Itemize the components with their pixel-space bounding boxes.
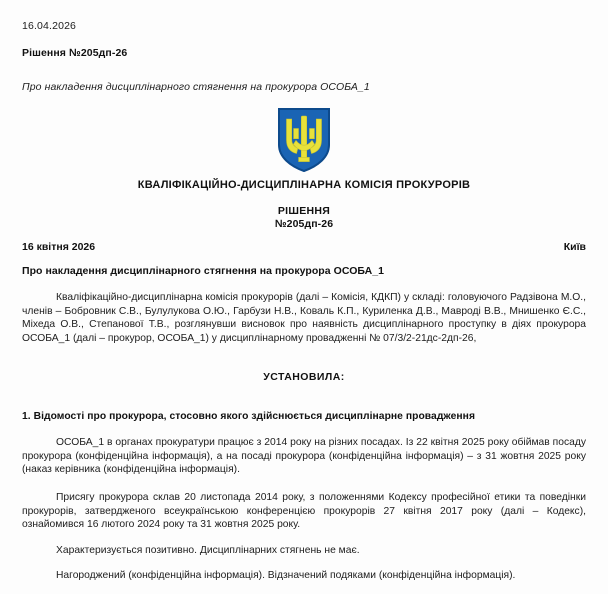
section-1-paragraph-1: ОСОБА_1 в органах прокуратури працює з 2014 року на різних посадах. Із 22 квітня 2025 року обіймав посаду прокурора (конфіденційна інформація), а на посаді прокурора (конфіденційна інформація) – з 31 жовтня 2025 року (наказ керівника (конфіденційна інформація).: [22, 437, 586, 476]
issue-city: Київ: [563, 241, 586, 253]
section-1-paragraph-3: Характеризується позитивно. Дисциплінарних стягнень не має.: [56, 544, 360, 556]
emblem-container: [22, 107, 586, 173]
document-type-label: РІШЕННЯ: [277, 205, 331, 217]
institution-title: КВАЛІФІКАЦІЙНО-ДИСЦИПЛІНАРНА КОМІСІЯ ПРОКУРОРІВ: [137, 179, 471, 191]
ukraine-trident-emblem: [276, 107, 332, 173]
date-city-row: [22, 241, 586, 253]
section-1-heading: 1. Відомості про прокурора, стосовно якого здійснюється дисциплінарне провадження: [22, 411, 476, 423]
issue-date: 16 квітня 2026: [22, 241, 96, 253]
header-decision-number: Рішення №205дп-26: [22, 47, 128, 59]
header-date: 16.04.2026: [22, 20, 77, 32]
subject-heading: Про накладення дисциплінарного стягнення на прокурора ОСОБА_1: [22, 265, 385, 277]
established-label: УСТАНОВИЛА:: [263, 371, 345, 384]
preamble-paragraph: Кваліфікаційно-дисциплінарна комісія прокурорів (далі – Комісія, КДКП) у складі: головуючого Радзівона М.О., членів – Бобровник С.В., Булулукова О.Ю., Гарбузи Н.В., Коваль К.П., Куриленка Д.В., Мавроді В.В., Мнишенко Є.С., Міхеда О.В., Степанової Т.В., розглянувши висновок про наявність дисциплінарного проступку в діях прокурора ОСОБА_1 (далі – прокурор, ОСОБА_1) у дисциплінарному провадженні № 07/3/2-21дс-2дп-26,: [22, 292, 586, 344]
section-1-paragraph-4: Нагороджений (конфіденційна інформація). Відзначений подяками (конфіденційна інформація).: [56, 570, 516, 582]
document-number: №205дп-26: [274, 218, 334, 230]
header-subject-line: Про накладення дисциплінарного стягнення на прокурора ОСОБА_1: [22, 81, 370, 93]
section-1-paragraph-2: Присягу прокурора склав 20 листопада 2014 року, з положеннями Кодексу професійної етики та поведінки прокурорів, затвердженого всеукраїнською конференцією прокурорів 27 квітня 2017 року (далі – Кодекс), ознайомився 16 лютого 2024 року та 31 жовтня 2025 року.: [22, 492, 586, 531]
